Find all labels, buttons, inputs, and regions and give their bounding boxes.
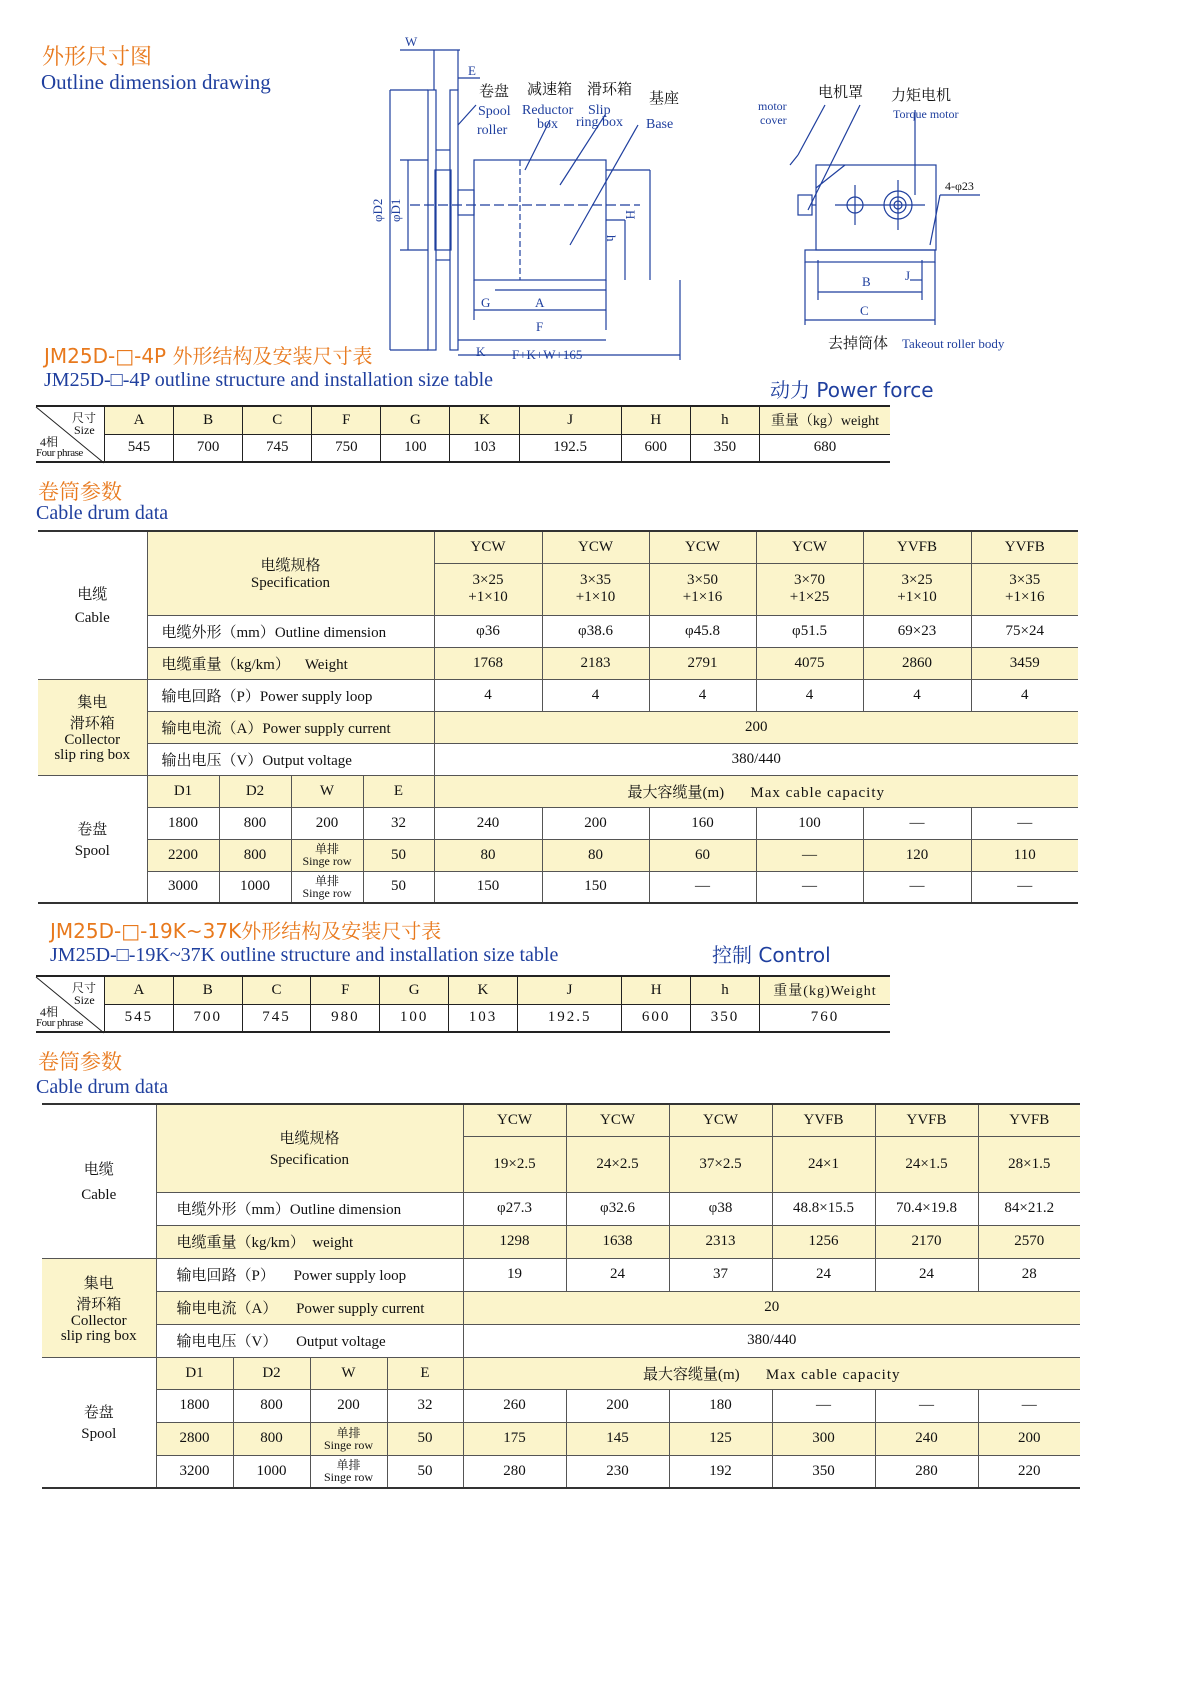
t3-h-j: J	[517, 976, 621, 1004]
motor-cover-en2: cover	[760, 113, 787, 127]
t4-od-1: φ27.3	[463, 1192, 566, 1225]
t4-r2-c3: 125	[669, 1422, 772, 1455]
slip-label-en2: ring box	[576, 115, 624, 130]
t2-psc-label: 输电电流（A）Power supply current	[147, 711, 434, 743]
t4-title-en: Cable drum data	[36, 1076, 169, 1098]
t3-v-g: 100	[380, 1004, 449, 1032]
takeout-label-cn: 去掉筒体	[828, 336, 889, 352]
t2-r1-w: 200	[291, 807, 363, 839]
dim-F: F	[536, 319, 544, 334]
front-view-drawing	[750, 70, 1080, 370]
t4-r3-c5: 280	[875, 1455, 978, 1488]
t2-psl-6: 4	[971, 679, 1078, 711]
t2-r3-c3: —	[649, 871, 756, 903]
t4-psl-5: 24	[875, 1258, 978, 1291]
t3-h-a: A	[105, 976, 174, 1004]
t1-corner: 尺寸 Size 4相 Four phrase	[36, 406, 105, 462]
t3-v-weight: 760	[810, 1009, 840, 1026]
t2-collector-group: 集电 滑环箱 Collector slip ring box	[38, 679, 147, 775]
t2-r1-c5: —	[863, 807, 971, 839]
t2-type-5: YVFB	[863, 531, 971, 563]
t2-od-3: φ45.8	[649, 615, 756, 647]
dim-C: C	[860, 303, 869, 318]
t4-wt-6: 2570	[978, 1225, 1080, 1258]
t2-r3-c5: —	[863, 871, 971, 903]
t4-r1-c4: —	[772, 1389, 875, 1422]
t2-sh-d2: D2	[219, 775, 291, 807]
t1-h-a: A	[105, 406, 174, 434]
t1-v-k: 103	[450, 434, 519, 462]
t2-ov-label: 输出电压（V）Output voltage	[147, 743, 434, 775]
t3-h-g: G	[380, 976, 449, 1004]
t2-r1-c1: 240	[434, 807, 542, 839]
t2-r1-e: 32	[363, 807, 434, 839]
t3-h-weight: 重量(kg)Weight	[760, 976, 891, 1004]
t2-r2-c4: —	[756, 839, 863, 871]
spool-label-cn: 卷盘	[479, 84, 510, 100]
t2-spec-4: 3×70 +1×25	[756, 563, 863, 615]
t2-od-2: φ38.6	[542, 615, 649, 647]
t4-r2-c4: 300	[772, 1422, 875, 1455]
torque-motor-cn: 力矩电机	[891, 88, 952, 104]
t4-type-2: YCW	[566, 1104, 669, 1136]
t4-spec-label: 电缆规格 Specification	[156, 1104, 463, 1192]
t1-h-j: J	[519, 406, 621, 434]
t2-r3-c4: —	[756, 871, 863, 903]
dim-W: W	[405, 34, 418, 49]
t4-type-4: YVFB	[772, 1104, 875, 1136]
t1-h-f: F	[312, 406, 381, 434]
outline-title-en: Outline dimension drawing	[41, 70, 271, 94]
motor-cover-cn: 电机罩	[818, 85, 864, 101]
motor-cover-en1: motor	[758, 99, 787, 113]
dim-D2: φD2	[370, 198, 385, 222]
t2-od-6: 75×24	[971, 615, 1078, 647]
t4-od-6: 84×21.2	[978, 1192, 1080, 1225]
t2-sh-d1: D1	[147, 775, 219, 807]
t4-r2-c5: 240	[875, 1422, 978, 1455]
t4-spec-2: 24×2.5	[566, 1136, 669, 1192]
t4-psl-6: 28	[978, 1258, 1080, 1291]
t2-sh-e: E	[363, 775, 434, 807]
dim-B: B	[862, 274, 871, 289]
t4-psl-2: 24	[566, 1258, 669, 1291]
t2-wt-6: 3459	[971, 647, 1078, 679]
t4-r2-d2: 800	[233, 1422, 310, 1455]
t2-r2-e: 50	[363, 839, 434, 871]
t4-wt-label: 电缆重量（kg/km） weight	[156, 1225, 463, 1258]
t3-h-b: B	[173, 976, 242, 1004]
t2-wt-4: 4075	[756, 647, 863, 679]
t2-psc-value: 200	[434, 711, 1078, 743]
t4-collector-group: 集电 滑环箱 Collector slip ring box	[42, 1258, 156, 1357]
t1-v-weight: 680	[813, 439, 837, 456]
dim-D1: φD1	[388, 198, 403, 222]
t2-spec-5: 3×25 +1×10	[863, 563, 971, 615]
t4-r1-c6: —	[978, 1389, 1080, 1422]
t4-psl-1: 19	[463, 1258, 566, 1291]
t1-v-hh: 600	[621, 434, 690, 462]
base-label-cn: 基座	[649, 91, 680, 107]
t2-cable-group: 电缆 Cable	[38, 531, 147, 679]
t2-r1-c4: 100	[756, 807, 863, 839]
t4-r2-c6: 200	[978, 1422, 1080, 1455]
t2-psl-1: 4	[434, 679, 542, 711]
t4-od-label: 电缆外形（mm）Outline dimension	[156, 1192, 463, 1225]
t4-od-4: 48.8×15.5	[772, 1192, 875, 1225]
t2-r2-d1: 2200	[147, 839, 219, 871]
t2-od-label: 电缆外形（mm）Outline dimension	[147, 615, 434, 647]
t3-v-j: 192.5	[517, 1004, 621, 1032]
t3-h-k: K	[449, 976, 518, 1004]
t1-h-g: G	[381, 406, 450, 434]
t2-spec-2: 3×35 +1×10	[542, 563, 649, 615]
t1-h-hh: H	[621, 406, 690, 434]
t2-r3-c6: —	[971, 871, 1078, 903]
t4-spec-6: 28×1.5	[978, 1136, 1080, 1192]
dim-A: A	[535, 295, 545, 310]
takeout-label-en: Takeout roller body	[902, 336, 1005, 351]
t3-v-a: 545	[105, 1004, 174, 1032]
t4-spool-group: 卷盘 Spool	[42, 1357, 156, 1488]
t2-wt-2: 2183	[542, 647, 649, 679]
t2-spec-3: 3×50 +1×16	[649, 563, 756, 615]
t2-r3-d2: 1000	[219, 871, 291, 903]
t4-spec-4: 24×1	[772, 1136, 875, 1192]
outline-title-cn: 外形尺寸图	[42, 45, 153, 70]
t4-r3-c4: 350	[772, 1455, 875, 1488]
t4-spec-5: 24×1.5	[875, 1136, 978, 1192]
t2-wt-5: 2860	[863, 647, 971, 679]
dim-FK: F+K+W+165	[512, 347, 583, 362]
t2-wt-3: 2791	[649, 647, 756, 679]
reductor-label-en2: box	[537, 117, 558, 132]
t4-r1-c1: 260	[463, 1389, 566, 1422]
t2-r2-d2: 800	[219, 839, 291, 871]
t1-size-table	[36, 405, 890, 463]
t2-title-en: Cable drum data	[36, 502, 169, 524]
t2-psl-3: 4	[649, 679, 756, 711]
t1-h-c: C	[243, 406, 312, 434]
t1-v-c: 745	[243, 434, 312, 462]
t2-wt-1: 1768	[434, 647, 542, 679]
t2-spec-6: 3×35 +1×16	[971, 563, 1078, 615]
t4-r3-d1: 3200	[156, 1455, 233, 1488]
t3-h-h: h	[691, 976, 760, 1004]
t2-type-3: YCW	[649, 531, 756, 563]
t4-od-3: φ38	[669, 1192, 772, 1225]
t1-v-f: 750	[312, 434, 381, 462]
t3-v-hh: 600	[622, 1004, 691, 1032]
t4-r3-c6: 220	[978, 1455, 1080, 1488]
t4-wt-3: 2313	[669, 1225, 772, 1258]
t1-h-h: h	[690, 406, 759, 434]
t4-r1-c5: —	[875, 1389, 978, 1422]
t3-h-f: F	[311, 976, 380, 1004]
t2-type-6: YVFB	[971, 531, 1078, 563]
t3-size-table	[36, 975, 890, 1033]
t2-spec-1: 3×25 +1×10	[434, 563, 542, 615]
t4-ov-label: 输电电压（V） Output voltage	[156, 1324, 463, 1357]
t2-r2-c2: 80	[542, 839, 649, 871]
t2-title-cn: 卷筒参数	[38, 480, 122, 504]
t2-psl-label: 输电回路（P）Power supply loop	[147, 679, 434, 711]
t3-v-f: 980	[311, 1004, 380, 1032]
t2-spec-label: 电缆规格 Specification	[147, 531, 434, 615]
dim-E: E	[468, 63, 476, 78]
reductor-label-cn: 减速箱	[527, 82, 573, 98]
t4-r2-d1: 2800	[156, 1422, 233, 1455]
t3-control: 控制 Control	[712, 943, 831, 967]
t4-psc-label: 输电电流（A） Power supply current	[156, 1291, 463, 1324]
t2-cable-drum-table	[38, 530, 1078, 904]
t2-r2-c3: 60	[649, 839, 756, 871]
t2-r2-c5: 120	[863, 839, 971, 871]
t4-psc-value: 20	[463, 1291, 1080, 1324]
t2-od-4: φ51.5	[756, 615, 863, 647]
t2-r3-d1: 3000	[147, 871, 219, 903]
dim-G: G	[481, 295, 491, 310]
base-label-en: Base	[646, 117, 674, 132]
t3-title-cn: JM25D-□-19K~37K外形结构及安装尺寸表	[50, 919, 442, 943]
t4-ov-value: 380/440	[463, 1324, 1080, 1357]
t2-psl-4: 4	[756, 679, 863, 711]
t2-r3-c2: 150	[542, 871, 649, 903]
t2-r2-c1: 80	[434, 839, 542, 871]
t4-r1-c3: 180	[669, 1389, 772, 1422]
t4-type-3: YCW	[669, 1104, 772, 1136]
t4-r3-d2: 1000	[233, 1455, 310, 1488]
t2-r1-d1: 1800	[147, 807, 219, 839]
t2-ov-value: 380/440	[434, 743, 1078, 775]
holes-label: 4-φ23	[945, 179, 974, 193]
t2-r3-c1: 150	[434, 871, 542, 903]
t4-r3-c3: 192	[669, 1455, 772, 1488]
t4-r3-e: 50	[387, 1455, 463, 1488]
t4-spec-1: 19×2.5	[463, 1136, 566, 1192]
t4-cable-group: 电缆 Cable	[42, 1104, 156, 1258]
t2-type-1: YCW	[434, 531, 542, 563]
t4-od-2: φ32.6	[566, 1192, 669, 1225]
t3-v-k: 103	[449, 1004, 518, 1032]
t2-r2-c6: 110	[971, 839, 1078, 871]
dim-K: K	[476, 344, 486, 359]
t4-wt-2: 1638	[566, 1225, 669, 1258]
t4-psl-4: 24	[772, 1258, 875, 1291]
t4-wt-5: 2170	[875, 1225, 978, 1258]
t4-title-cn: 卷筒参数	[38, 1050, 122, 1074]
t2-r3-e: 50	[363, 871, 434, 903]
t4-sh-d1: D1	[156, 1357, 233, 1389]
t4-r1-d1: 1800	[156, 1389, 233, 1422]
side-view-drawing	[370, 30, 720, 370]
t4-wt-4: 1256	[772, 1225, 875, 1258]
t4-sh-d2: D2	[233, 1357, 310, 1389]
t4-cap-header: 最大容缆量(m) Max cable capacity	[463, 1357, 1080, 1389]
t4-r3-c1: 280	[463, 1455, 566, 1488]
t4-wt-1: 1298	[463, 1225, 566, 1258]
dim-H: H	[623, 210, 638, 220]
t2-r1-c2: 200	[542, 807, 649, 839]
t1-h-weight: 重量（kg）weight	[760, 406, 891, 434]
t2-spool-group: 卷盘 Spool	[38, 775, 147, 903]
t2-r3-w: 单排 Singe row	[291, 871, 363, 903]
torque-motor-en: Torque motor	[893, 107, 959, 121]
t1-v-g: 100	[381, 434, 450, 462]
t4-r2-c2: 145	[566, 1422, 669, 1455]
t4-type-5: YVFB	[875, 1104, 978, 1136]
t2-psl-2: 4	[542, 679, 649, 711]
t1-h-b: B	[174, 406, 243, 434]
t3-h-hh: H	[622, 976, 691, 1004]
t3-title-en: JM25D-□-19K~37K outline structure and installation size table	[50, 944, 559, 966]
t2-type-4: YCW	[756, 531, 863, 563]
t4-spec-3: 37×2.5	[669, 1136, 772, 1192]
t1-v-b: 700	[174, 434, 243, 462]
t4-r3-w: 单排 Singe row	[310, 1455, 387, 1488]
t4-r2-e: 50	[387, 1422, 463, 1455]
t2-psl-5: 4	[863, 679, 971, 711]
t2-r1-c6: —	[971, 807, 1078, 839]
t4-psl-3: 37	[669, 1258, 772, 1291]
t2-od-5: 69×23	[863, 615, 971, 647]
reductor-label-en1: Reductor	[522, 103, 574, 118]
t3-v-c: 745	[242, 1004, 311, 1032]
t3-v-h: 350	[691, 1004, 760, 1032]
t4-r2-w: 单排 Singe row	[310, 1422, 387, 1455]
t4-r1-d2: 800	[233, 1389, 310, 1422]
t1-v-h: 350	[690, 434, 759, 462]
spool-label-en1: Spool	[478, 104, 511, 119]
t2-sh-w: W	[291, 775, 363, 807]
t1-title-cn: JM25D-□-4P 外形结构及安装尺寸表	[44, 344, 373, 368]
slip-label-cn: 滑环箱	[587, 82, 633, 98]
slip-label-en1: Slip	[588, 103, 611, 118]
t1-title-en: JM25D-□-4P outline structure and installation size table	[44, 369, 494, 391]
spool-label-en2: roller	[477, 123, 508, 138]
t4-type-6: YVFB	[978, 1104, 1080, 1136]
t1-power-force: 动力 Power force	[770, 378, 934, 402]
t4-psl-label: 输电回路（P） Power supply loop	[156, 1258, 463, 1291]
dim-h: h	[604, 235, 619, 242]
t1-v-a: 545	[105, 434, 174, 462]
t2-r2-w: 单排 Singe row	[291, 839, 363, 871]
t3-v-b: 700	[173, 1004, 242, 1032]
t2-r1-c3: 160	[649, 807, 756, 839]
t3-corner: 尺寸 Size 4相 Four phrase	[36, 976, 105, 1032]
t2-r1-d2: 800	[219, 807, 291, 839]
t2-type-2: YCW	[542, 531, 649, 563]
t4-sh-w: W	[310, 1357, 387, 1389]
t4-type-1: YCW	[463, 1104, 566, 1136]
dim-J: J	[905, 268, 911, 283]
t2-wt-label: 电缆重量（kg/km） Weight	[147, 647, 434, 679]
t2-cap-header: 最大容缆量(m) Max cable capacity	[434, 775, 1078, 807]
t4-r2-c1: 175	[463, 1422, 566, 1455]
t3-h-c: C	[242, 976, 311, 1004]
t4-r1-w: 200	[310, 1389, 387, 1422]
t4-sh-e: E	[387, 1357, 463, 1389]
t1-h-k: K	[450, 406, 519, 434]
t4-r3-c2: 230	[566, 1455, 669, 1488]
t4-r1-e: 32	[387, 1389, 463, 1422]
t4-od-5: 70.4×19.8	[875, 1192, 978, 1225]
t4-cable-drum-table	[42, 1103, 1080, 1489]
t2-od-1: φ36	[434, 615, 542, 647]
t1-v-j: 192.5	[519, 434, 621, 462]
t4-r1-c2: 200	[566, 1389, 669, 1422]
